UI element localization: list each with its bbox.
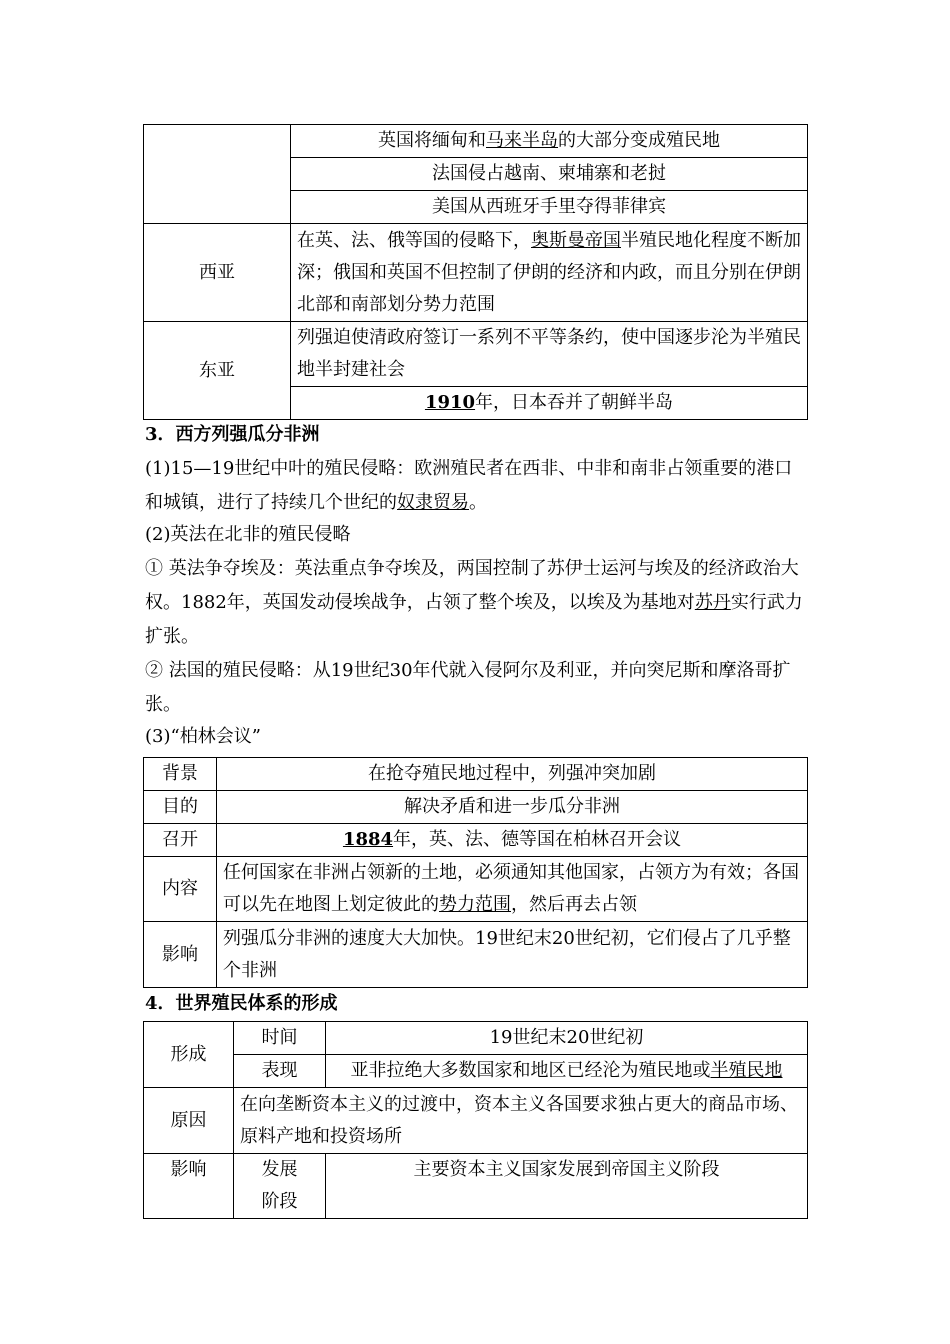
content-label: 内容 (144, 857, 217, 922)
manifestation-value: 亚非拉绝大多数国家和地区已经沦为殖民地或半殖民地 (326, 1055, 808, 1088)
impact-label: 影响 (144, 922, 217, 988)
east-asia-content-2: 1910年，日本吞并了朝鲜半岛 (291, 387, 808, 420)
cause-label: 原因 (144, 1088, 234, 1154)
cause-value: 在向垄断资本主义的过渡中，资本主义各国要求独占更大的商品市场、原料产地和投资场所 (234, 1088, 808, 1154)
west-asia-content: 在英、法、俄等国的侵略下，奥斯曼帝国半殖民地化程度不断加深；俄国和英国不但控制了伊朗的经济和内政，而且分别在伊朗北部和南部划分势力范围 (291, 224, 808, 322)
section-3-para-2: (2)英法在北非的殖民侵略 (145, 524, 351, 545)
colonial-system-table (143, 1021, 808, 1219)
section-4-heading: 4．世界殖民体系的形成 (145, 993, 338, 1014)
section-3-para-1: (1)15—19世纪中叶的殖民侵略：欧洲殖民者在西非、中非和南非占领重要的港口和城镇，进行了持续几个世纪的奴隶贸易。 (145, 458, 793, 513)
asia-table (143, 124, 808, 420)
berlin-conference-table (143, 757, 808, 988)
time-value: 19世纪末20世纪初 (326, 1022, 808, 1055)
stage-label: 发展阶段 (234, 1154, 326, 1219)
section-3-para-4: ② 法国的殖民侵略：从19世纪30年代就入侵阿尔及利亚，并向突尼斯和摩洛哥扩张。 (145, 660, 791, 715)
influence-label: 影响 (144, 1154, 234, 1219)
southeast-asia-row-3: 美国从西班牙手里夺得菲律宾 (291, 191, 808, 224)
empty-region-cell (144, 125, 291, 224)
purpose-label: 目的 (144, 791, 217, 824)
section-3-para-3: ① 英法争夺埃及：英法重点争夺埃及，两国控制了苏伊士运河与埃及的经济政治大权。1882年，英国发动侵埃战争，占领了整个埃及，以埃及为基地对苏丹实行武力扩张。 (145, 558, 803, 647)
impact-value: 列强瓜分非洲的速度大大加快。19世纪末20世纪初，它们侵占了几乎整个非洲 (217, 922, 808, 988)
southeast-asia-row-2: 法国侵占越南、柬埔寨和老挝 (291, 158, 808, 191)
east-asia-content-1: 列强迫使清政府签订一系列不平等条约，使中国逐步沦为半殖民地半封建社会 (291, 322, 808, 387)
southeast-asia-row-1: 英国将缅甸和马来半岛的大部分变成殖民地 (291, 125, 808, 158)
stage-value: 主要资本主义国家发展到帝国主义阶段 (326, 1154, 808, 1219)
manifestation-label: 表现 (234, 1055, 326, 1088)
purpose-value: 解决矛盾和进一步瓜分非洲 (217, 791, 808, 824)
convene-value: 1884年，英、法、德等国在柏林召开会议 (217, 824, 808, 857)
west-asia-label: 西亚 (144, 224, 291, 322)
background-label: 背景 (144, 758, 217, 791)
formation-label: 形成 (144, 1022, 234, 1088)
convene-label: 召开 (144, 824, 217, 857)
section-3-heading: 3．西方列强瓜分非洲 (145, 424, 320, 445)
background-value: 在抢夺殖民地过程中，列强冲突加剧 (217, 758, 808, 791)
section-3-para-5: (3)“柏林会议” (145, 726, 261, 747)
content-value: 任何国家在非洲占领新的土地，必须通知其他国家，占领方为有效；各国可以先在地图上划定彼此的势力范围，然后再去占领 (217, 857, 808, 922)
east-asia-label: 东亚 (144, 322, 291, 420)
time-label: 时间 (234, 1022, 326, 1055)
